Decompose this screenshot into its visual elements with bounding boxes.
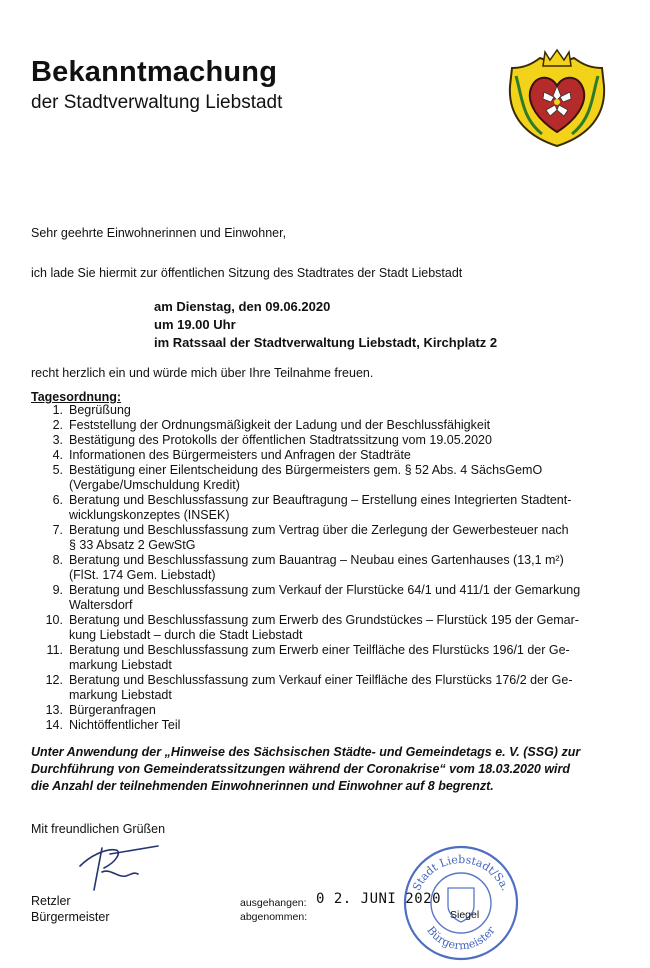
coat-of-arms-icon (502, 46, 612, 152)
agenda-item (31, 463, 616, 493)
agenda-item-text: Bestätigung einer Eilentscheidung des Bürgermeisters gem. § 52 Abs. 4 SächsGemO (69, 463, 543, 477)
agenda-item-number: 14. (45, 718, 63, 732)
signer-role: Bürgermeister (31, 910, 110, 924)
agenda-item-text-continued: (FlSt. 174 Gem. Liebstadt) (69, 568, 216, 582)
signature-icon (76, 838, 166, 896)
agenda-item (31, 703, 616, 718)
agenda-item-number: 12. (45, 673, 63, 687)
agenda-item (31, 718, 616, 733)
agenda-item-number: 8. (52, 553, 63, 567)
notice-line: Durchführung von Gemeinderatssitzungen während der Coronakrise“ vom 18.03.2020 wird (31, 762, 571, 776)
notice-line: Unter Anwendung der „Hinweise des Sächsischen Städte- und Gemeindetags e. V. (SSG) zur (31, 745, 581, 759)
official-seal-icon (400, 842, 522, 964)
agenda-item (31, 403, 616, 418)
agenda-item-number: 2. (52, 418, 63, 432)
seal-top-text: Stadt Liebstadt/Sa. (410, 852, 513, 893)
agenda-item-text: Beratung und Beschlussfassung zum Bauantrag – Neubau eines Gartenhauses (13,1 m²) (69, 553, 564, 567)
agenda-item-text-continued: wicklungskonzeptes (INSEK) (69, 508, 230, 522)
agenda-item-text: Feststellung der Ordnungsmäßigkeit der Ladung und der Beschlussfähigkeit (69, 418, 491, 432)
notice-line: die Anzahl der teilnehmenden Einwohnerinnen und Einwohner auf 8 begrenzt. (31, 779, 494, 793)
agenda-item (31, 553, 616, 583)
agenda-item-text: Beratung und Beschlussfassung zur Beauftragung – Erstellung eines Integrierten Stadtent- (69, 493, 572, 507)
agenda-item-number: 4. (52, 448, 63, 462)
agenda-item-text: Beratung und Beschlussfassung zum Verkauf der Flurstücke 64/1 und 411/1 der Gemarkung (69, 583, 581, 597)
page-title: Bekanntmachung (31, 56, 278, 88)
posted-date-stamp: 0 2. JUNI 2020 (316, 891, 442, 907)
agenda-item-text: Beratung und Beschlussfassung zum Vertrag über die Zerlegung der Gewerbesteuer nach (69, 523, 569, 537)
agenda-item-text: Beratung und Beschlussfassung zum Verkauf einer Teilfläche des Flurstücks 176/2 der Ge- (69, 673, 573, 687)
greeting: Mit freundlichen Grüßen (31, 822, 166, 836)
agenda-list (31, 403, 616, 733)
agenda-item-number: 1. (52, 403, 63, 417)
agenda-item (31, 643, 616, 673)
seal-label: Siegel (450, 909, 480, 921)
closing-line: recht herzlich ein und würde mich über Ihre Teilnahme freuen. (31, 366, 374, 380)
meeting-place: im Ratssaal der Stadtverwaltung Liebstadt, Kirchplatz 2 (154, 335, 498, 350)
meeting-date: am Dienstag, den 09.06.2020 (154, 299, 331, 314)
agenda-item (31, 418, 616, 433)
agenda-item-number: 13. (45, 703, 63, 717)
agenda-item-number: 6. (52, 493, 63, 507)
agenda-item-text: Beratung und Beschlussfassung zum Erwerb einer Teilfläche des Flurstücks 196/1 der Ge- (69, 643, 570, 657)
agenda-item (31, 448, 616, 463)
page-subtitle: der Stadtverwaltung Liebstadt (31, 92, 283, 113)
agenda-item (31, 433, 616, 448)
removed-label: abgenommen: (240, 911, 308, 923)
agenda-item-text-continued: markung Liebstadt (69, 688, 172, 702)
agenda-item-number: 9. (52, 583, 63, 597)
agenda-item-text-continued: (Vergabe/Umschuldung Kredit) (69, 478, 240, 492)
agenda-item-number: 5. (52, 463, 63, 477)
corona-notice (31, 744, 621, 795)
agenda-item-text-continued: kung Liebstadt – durch die Stadt Liebstadt (69, 628, 303, 642)
meeting-time: um 19.00 Uhr (154, 317, 236, 332)
agenda-heading: Tagesordnung: (31, 390, 122, 404)
agenda-item-text-continued: § 33 Absatz 2 GewStG (69, 538, 196, 552)
agenda-item-number: 11. (46, 643, 63, 657)
agenda-item-number: 3. (52, 433, 63, 447)
agenda-item-text: Nichtöffentlicher Teil (69, 718, 181, 732)
seal-bottom-text: Bürgermeister (424, 924, 498, 953)
invitation-text: ich lade Sie hiermit zur öffentlichen Sitzung des Stadtrates der Stadt Liebstadt (31, 266, 463, 280)
agenda-item (31, 673, 616, 703)
signer-name: Retzler (31, 894, 71, 908)
agenda-item-number: 10. (45, 613, 63, 627)
agenda-item-text: Bestätigung des Protokolls der öffentlichen Stadtratssitzung vom 19.05.2020 (69, 433, 492, 447)
agenda-item-text: Informationen des Bürgermeisters und Anfragen der Stadträte (69, 448, 411, 462)
posted-label: ausgehangen: (240, 897, 307, 909)
salutation: Sehr geehrte Einwohnerinnen und Einwohner, (31, 226, 287, 240)
agenda-item-number: 7. (52, 523, 63, 537)
agenda-item (31, 493, 616, 523)
agenda-item-text: Begrüßung (69, 403, 131, 417)
agenda-item-text-continued: markung Liebstadt (69, 658, 172, 672)
agenda-item (31, 613, 616, 643)
agenda-item-text: Bürgeranfragen (69, 703, 156, 717)
agenda-item-text-continued: Waltersdorf (69, 598, 133, 612)
agenda-item-text: Beratung und Beschlussfassung zum Erwerb des Grundstückes – Flurstück 195 der Gemar- (69, 613, 579, 627)
agenda-item (31, 583, 616, 613)
agenda-item (31, 523, 616, 553)
